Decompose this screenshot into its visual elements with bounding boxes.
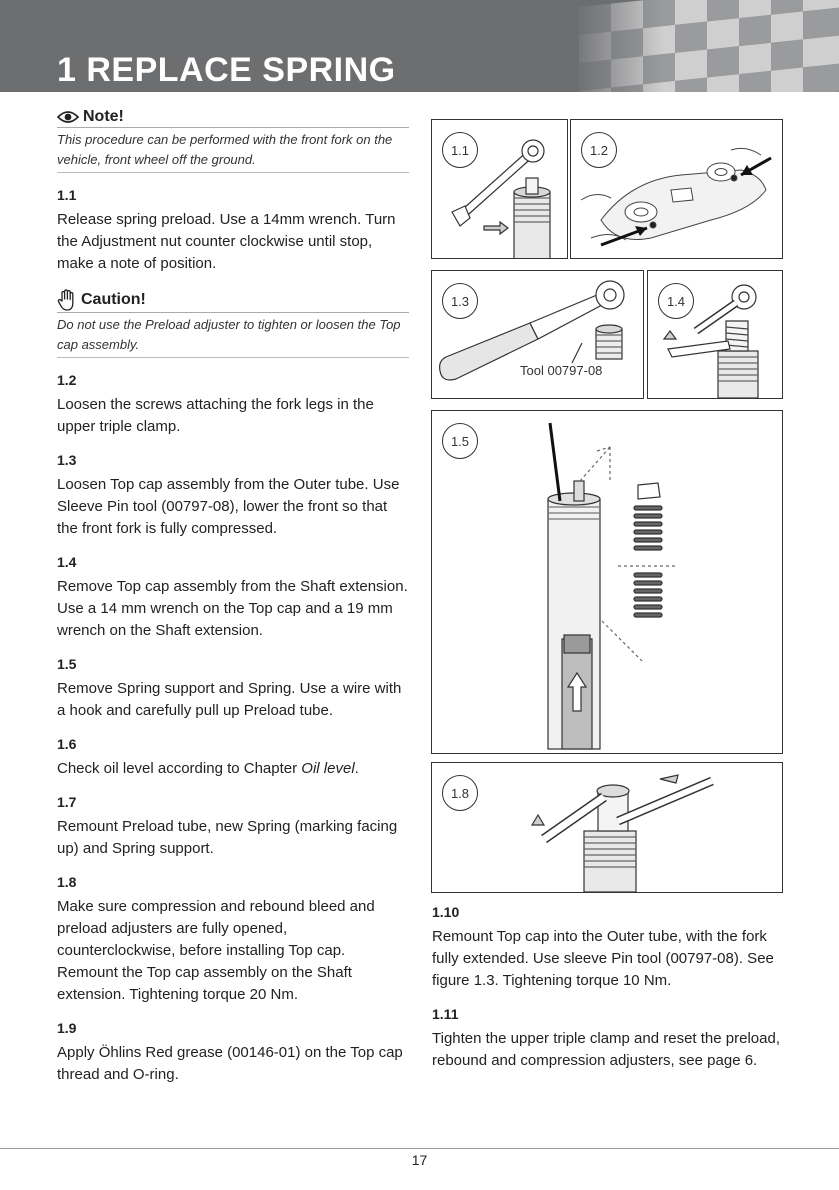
step-text: Make sure compression and rebound bleed and preload adjusters are fully opened, counterclockwise, before installing Top cap. Remount the Top cap assembly on the Shaft extension. Tightening torque 20 Nm. <box>57 898 375 1003</box>
figure-label: 1.4 <box>658 283 694 319</box>
figure-label: 1.2 <box>581 132 617 168</box>
figure-1-8 <box>431 762 783 893</box>
note-text: This procedure can be performed with the front fork on the vehicle, front wheel off the ground. <box>57 128 409 173</box>
figure-1-4 <box>647 270 783 399</box>
step-text: Remove Top cap assembly from the Shaft extension. Use a 14 mm wrench on the Top cap and a 19 mm wrench on the Shaft extension. <box>57 578 408 639</box>
instructions-column-right <box>432 900 782 1072</box>
chapter-reference[interactable]: Oil level <box>301 760 355 777</box>
tool-caption: Tool 00797-08 <box>520 363 603 378</box>
footer-divider <box>0 1148 839 1149</box>
figure-1-1 <box>431 119 568 259</box>
step-text: Remove Spring support and Spring. Use a wire with a hook and carefully pull up Preload tube. <box>57 680 402 719</box>
note-title: Note! <box>83 108 124 125</box>
step-number: 1.5 <box>57 656 77 672</box>
step-number: 1.4 <box>57 554 77 570</box>
checkered-flag-graphic <box>569 0 839 92</box>
step-number: 1.2 <box>57 372 77 388</box>
step-number: 1.9 <box>57 1020 77 1036</box>
page-header <box>0 0 839 92</box>
step-number: 1.3 <box>57 452 77 468</box>
figure-label: 1.1 <box>442 132 478 168</box>
step-number: 1.6 <box>57 736 77 752</box>
step-text: Release spring preload. Use a 14mm wrench. Turn the Adjustment nut counter clockwise until stop, make a note of position. <box>57 211 396 272</box>
step-text: Apply Öhlins Red grease (00146-01) on the Top cap thread and O-ring. <box>57 1044 403 1083</box>
instructions-column <box>57 108 409 1086</box>
figure-label: 1.8 <box>442 775 478 811</box>
step-number: 1.8 <box>57 874 77 890</box>
figure-label: 1.5 <box>442 423 478 459</box>
caution-heading <box>57 289 409 313</box>
step-text: Remount Preload tube, new Spring (marking facing up) and Spring support. <box>57 818 398 857</box>
eye-icon <box>57 110 79 124</box>
figure-label: 1.3 <box>442 283 478 319</box>
page-number: 17 <box>411 1152 428 1168</box>
figure-1-3 <box>431 270 644 399</box>
figure-1-5 <box>431 410 783 754</box>
step-text-part: . <box>354 760 359 777</box>
step-text: Remount Top cap into the Outer tube, with the fork fully extended. Use sleeve Pin tool (00797-08). See figure 1.3. Tightening torque 10 Nm. <box>432 928 774 989</box>
step-number: 1.11 <box>432 1006 459 1022</box>
figure-1-2 <box>570 119 783 259</box>
caution-title: Caution! <box>81 291 146 308</box>
step-text <box>57 758 409 780</box>
step-number: 1.10 <box>432 904 460 920</box>
spring-removal-illustration <box>432 411 782 753</box>
step-text: Loosen the screws attaching the fork legs in the upper triple clamp. <box>57 396 374 435</box>
hand-stop-icon <box>57 289 77 311</box>
page-title: 1 REPLACE SPRING <box>57 51 396 89</box>
step-text-part: Check oil level according to Chapter <box>57 760 302 777</box>
caution-text: Do not use the Preload adjuster to tighten or loosen the Top cap assembly. <box>57 313 409 358</box>
step-text: Tighten the upper triple clamp and reset the preload, rebound and compression adjusters, see page 6. <box>432 1030 780 1069</box>
step-number: 1.1 <box>57 187 77 203</box>
step-number: 1.7 <box>57 794 77 810</box>
note-heading <box>57 108 409 128</box>
step-text: Loosen Top cap assembly from the Outer tube. Use Sleeve Pin tool (00797-08), lower the front so that the front fork is fully compressed. <box>57 476 400 537</box>
top-cap-remount-illustration <box>432 763 782 892</box>
